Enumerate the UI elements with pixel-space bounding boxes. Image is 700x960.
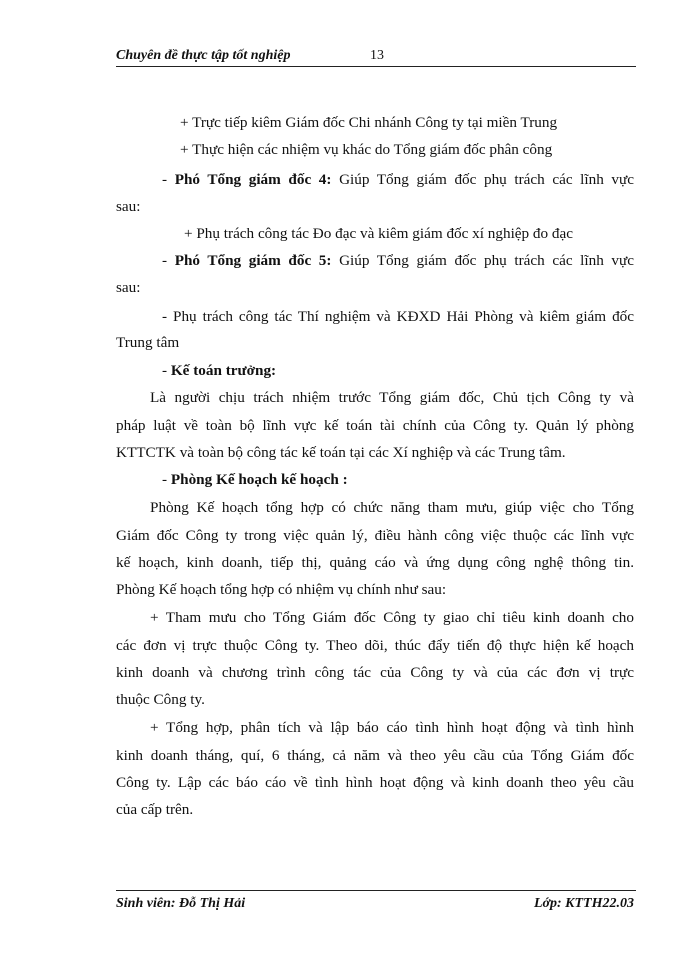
header-title: Chuyên đề thực tập tốt nghiệp bbox=[116, 48, 291, 63]
text-line: Là người chịu trách nhiệm trước Tổng giám đốc, Chủ tịch Công ty và bbox=[150, 389, 634, 406]
text-line: Trung tâm bbox=[116, 334, 180, 351]
header-divider bbox=[116, 66, 636, 67]
bold-label: Kế toán trưởng: bbox=[170, 362, 277, 379]
text-line: kế hoạch, kinh doanh, tiếp thị, quảng cáo và ứng dụng công nghệ thông tin. bbox=[116, 554, 634, 571]
footer-class: Lớp: KTTH22.03 bbox=[533, 896, 634, 911]
footer-divider bbox=[116, 890, 636, 891]
text-line: kinh doanh tháng, quí, 6 tháng, cả năm và theo yêu cầu của Tổng Giám đốc bbox=[116, 747, 634, 764]
footer-student: Sinh viên: Đỗ Thị Hải bbox=[116, 896, 246, 911]
text-line: của cấp trên. bbox=[116, 801, 194, 818]
bold-label: Phó Tổng giám đốc 5: bbox=[174, 252, 332, 269]
text-line: + Tổng hợp, phân tích và lập báo cáo tình hình hoạt động và tình hình bbox=[150, 719, 634, 736]
text-line: pháp luật về toàn bộ lĩnh vực kế toán tài chính của Công ty. Quản lý phòng bbox=[116, 417, 634, 434]
text-line: + Thực hiện các nhiệm vụ khác do Tổng giám đốc phân công bbox=[180, 141, 553, 158]
bold-label: Phòng Kế hoạch kế hoạch : bbox=[170, 471, 348, 488]
text-line: + Tham mưu cho Tổng Giám đốc Công ty giao chỉ tiêu kinh doanh cho bbox=[150, 609, 634, 626]
text-line: Phòng Kế hoạch tổng hợp có nhiệm vụ chính như sau: bbox=[116, 581, 447, 598]
page-header bbox=[116, 48, 636, 68]
text-line: - Kế toán trưởng: bbox=[162, 362, 277, 379]
text-line: Công ty. Lập các báo cáo về tình hình hoạt động và kinh doanh theo yêu cầu bbox=[116, 774, 634, 791]
bold-label: Phó Tổng giám đốc 4: bbox=[174, 171, 332, 188]
text-line: Phòng Kế hoạch tổng hợp có chức năng tham mưu, giúp việc cho Tổng bbox=[150, 499, 634, 516]
text-line: kinh doanh và chương trình công tác của Công ty và của các đơn vị trực bbox=[116, 664, 634, 681]
page-number: 13 bbox=[370, 48, 384, 63]
text-line: - Phó Tổng giám đốc 4: Giúp Tổng giám đốc phụ trách các lĩnh vực bbox=[162, 171, 634, 188]
text-line: thuộc Công ty. bbox=[116, 691, 205, 708]
text-line: sau: bbox=[116, 279, 141, 296]
text-line: Giám đốc Công ty trong việc quản lý, điều hành công việc thuộc các lĩnh vực bbox=[116, 527, 634, 544]
text-line: + Phụ trách công tác Đo đạc và kiêm giám đốc xí nghiệp đo đạc bbox=[184, 225, 573, 242]
text-line: KTTCTK và toàn bộ công tác kế toán tại các Xí nghiệp và các Trung tâm. bbox=[116, 444, 566, 461]
text-line: + Trực tiếp kiêm Giám đốc Chi nhánh Công ty tại miền Trung bbox=[180, 114, 558, 131]
text-line: - Phòng Kế hoạch kế hoạch : bbox=[162, 471, 348, 488]
text-line: các đơn vị trực thuộc Công ty. Theo dõi, thúc đẩy tiến độ thực hiện kế hoạch bbox=[116, 637, 634, 654]
text-line: - Phụ trách công tác Thí nghiệm và KĐXD Hải Phòng và kiêm giám đốc bbox=[162, 308, 634, 325]
text-line: - Phó Tổng giám đốc 5: Giúp Tổng giám đốc phụ trách các lĩnh vực bbox=[162, 252, 634, 269]
text-line: sau: bbox=[116, 198, 141, 215]
